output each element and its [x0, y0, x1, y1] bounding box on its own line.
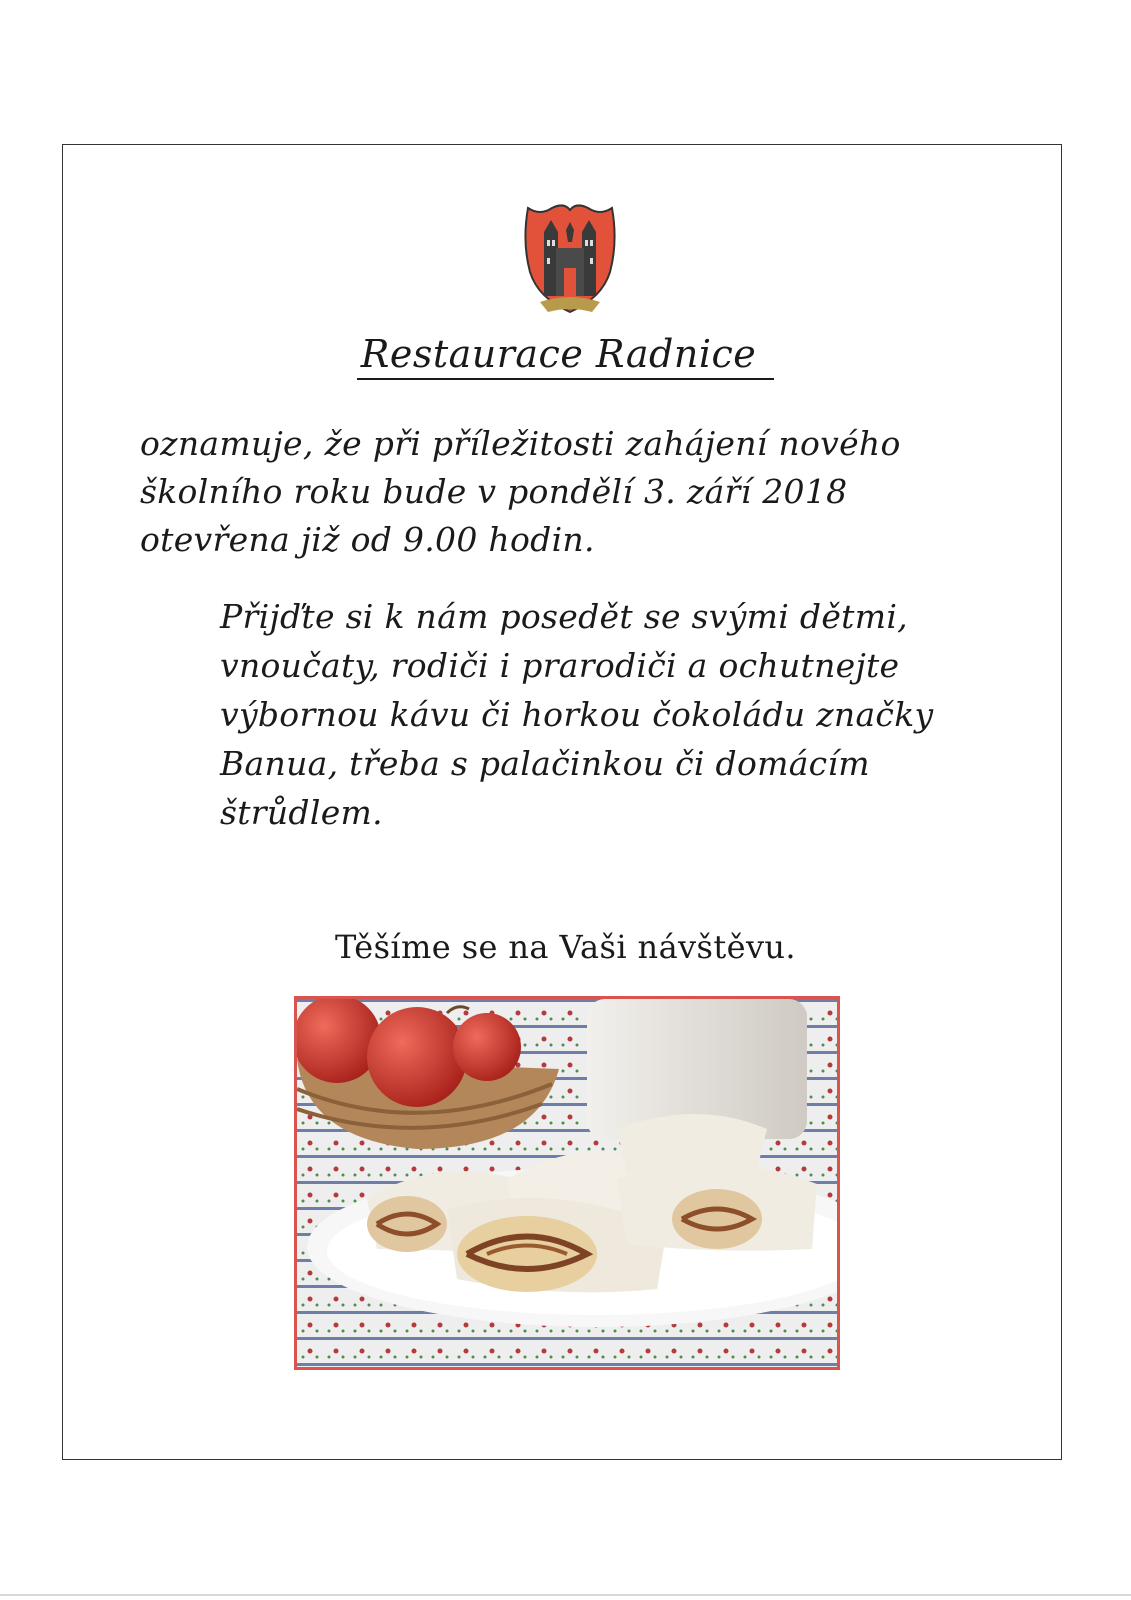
announcement-line: otevřena již od 9.00 hodin.	[140, 520, 595, 559]
invitation-line: Přijďte si k nám posedět se svými dětmi,	[220, 597, 908, 636]
invitation-line: štrůdlem.	[220, 793, 383, 832]
restaurant-title	[0, 332, 1131, 380]
announcement-line: oznamuje, že při příležitosti zahájení nového	[140, 424, 901, 463]
strudel-photo	[294, 996, 840, 1370]
coat-of-arms-icon	[520, 202, 620, 326]
invitation-line: vnoučaty, rodiči i prarodiči a ochutnejte	[220, 646, 900, 685]
closing-greeting: Těšíme se na Vaši návštěvu.	[334, 928, 797, 966]
restaurant-title-text: Restaurace Radnice	[357, 334, 775, 380]
invitation-line: výbornou kávu či horkou čokoládu značky	[220, 695, 934, 734]
scan-edge	[0, 1594, 1131, 1596]
invitation-paragraph	[220, 592, 1040, 837]
invitation-line: Banua, třeba s palačinkou či domácím	[220, 744, 870, 783]
announcement-paragraph	[140, 420, 1020, 564]
strudel-illustration	[297, 999, 837, 1367]
announcement-line: školního roku bude v pondělí 3. září 2018	[140, 472, 848, 511]
